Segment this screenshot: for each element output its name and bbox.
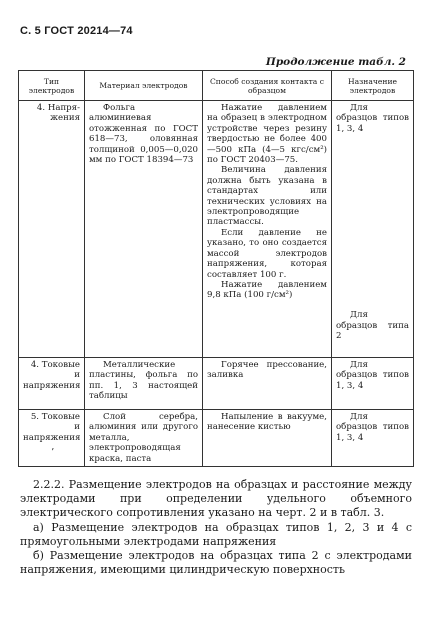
cell-purpose (332, 101, 414, 358)
cell-purpose (332, 358, 414, 410)
table-row (19, 101, 414, 358)
method-paragraph: Нажатие давлением на образец в электродном устройстве через резину твердостью не более 400—500 кПа (4—5 кгс/см²) по ГОСТ 20403—75. (207, 103, 327, 166)
table-row (19, 358, 414, 410)
method-text: Горячее прессование, заливка (207, 360, 327, 381)
cell-material (85, 101, 203, 358)
table-row (19, 410, 414, 467)
purpose-text: Для образцов типов 1, 3, 4 (336, 360, 409, 391)
method-paragraph: Нажатие давлением 9,8 кПа (100 г/см²) (207, 279, 327, 301)
column-header-purpose: Назначение электродов (332, 71, 414, 101)
purpose-text: Для образцов типов 1, 3, 4 (336, 412, 409, 443)
method-paragraph: Величина давления должна быть указана в стандартах или технических условиях на электропроводящие пластмассы. (207, 165, 327, 228)
paragraph-2-2-2: 2.2.2. Размещение электродов на образцах и расстояние между электродами при определении удельного объемного электрического сопротивления указано на черт. 2 и в табл. 3. (20, 478, 412, 520)
cell-type: 5. Токовые и напряжения (19, 410, 85, 467)
page-header: С. 5 ГОСТ 20214—74 (20, 25, 133, 37)
material-text: Слой серебра, алюминия или другого металла, электропроводящая краска, паста (89, 412, 198, 464)
tick-mark: ʼ (51, 448, 54, 458)
paragraph-a: а) Размещение электродов на образцах типов 1, 2, 3 и 4 с прямоугольными электродами напряжения (20, 520, 412, 548)
cell-type: 4. Напря-жения (19, 101, 85, 358)
material-text: Металлические пластины, фольга по пп. 1, 3 настоящей таблицы (89, 360, 198, 402)
table-caption: Продолжение табл. 2 (265, 56, 406, 68)
cell-method (203, 358, 332, 410)
column-header-type: Тип электродов (19, 71, 85, 101)
method-text: Напыление в вакууме, нанесение кистью (207, 412, 327, 433)
column-header-material: Материал электродов (85, 71, 203, 101)
cell-purpose (332, 410, 414, 467)
cell-material (85, 410, 203, 467)
electrodes-table (18, 70, 414, 467)
column-header-method: Способ создания контакта с образцом (203, 71, 332, 101)
material-text: Фольга алюминиевая отожженная по ГОСТ 618—73, оловянная толщиной 0,005—0,020 мм по ГОСТ 18394—73 (89, 103, 198, 166)
method-paragraph: Если давление не указано, то оно создается массой электродов напряжения, которая составляет 100 г. (207, 227, 327, 280)
cell-method (203, 101, 332, 358)
cell-method (203, 410, 332, 467)
cell-material (85, 358, 203, 410)
body-text (20, 478, 412, 577)
purpose-text: Для образцов типов 1, 3, 4 (336, 103, 409, 134)
paragraph-b: б) Размещение электродов на образцах типа 2 с электродами напряжения, имеющими цилиндрическую поверхность (20, 549, 412, 577)
table-header-row (19, 71, 414, 101)
cell-type: 4. Токовые и напряжения (19, 358, 85, 410)
purpose-text: Для образцов типа 2 (336, 310, 409, 342)
